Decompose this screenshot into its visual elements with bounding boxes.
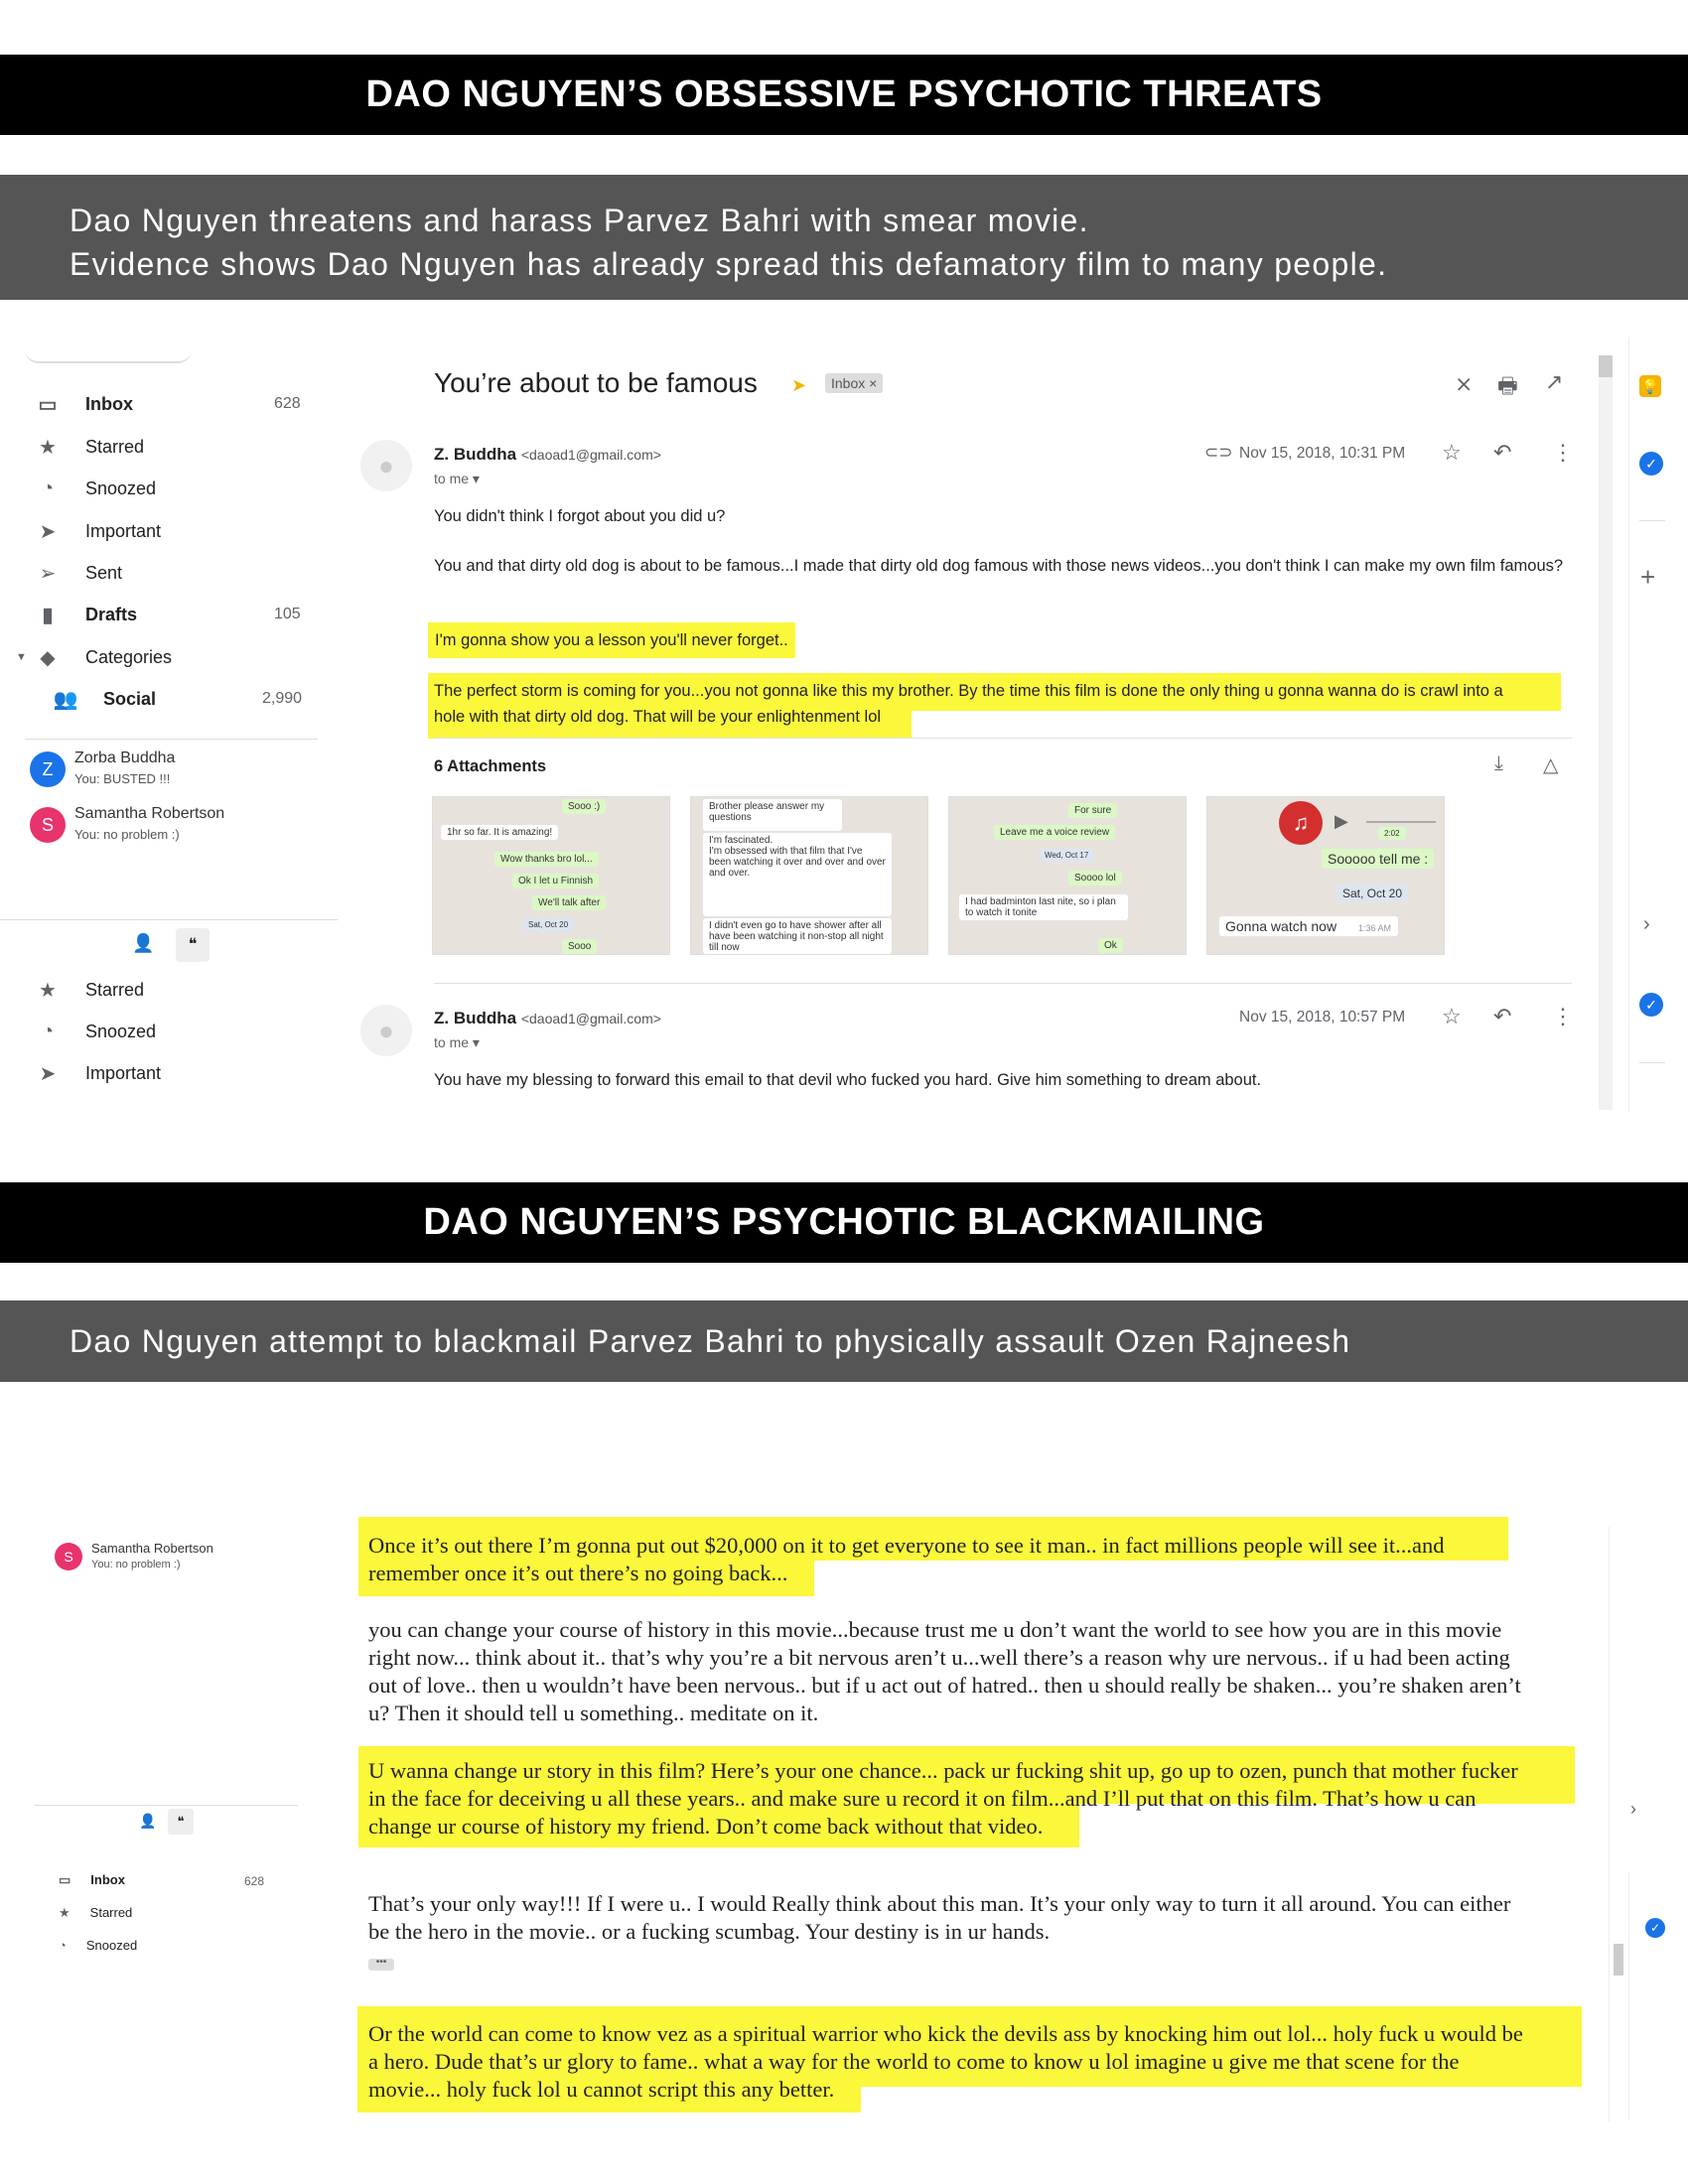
- divider: [35, 1805, 298, 1806]
- important-marker-icon[interactable]: ➤: [791, 375, 807, 395]
- star-icon: ★: [39, 979, 57, 1002]
- clock-icon: ◔: [41, 1020, 55, 1042]
- chat-bubble: Ok: [1098, 938, 1123, 953]
- email-date: Nov 15, 2018, 10:57 PM: [1239, 1009, 1406, 1025]
- divider: [25, 739, 318, 740]
- avatar: ●: [360, 1005, 412, 1056]
- sidebar-item-important[interactable]: ➤ Important: [36, 1058, 161, 1088]
- chat-bubble: Soooo lol: [1068, 871, 1122, 886]
- save-to-drive-icon[interactable]: △: [1543, 754, 1559, 776]
- tasks-icon[interactable]: ✓: [1645, 1918, 1665, 1938]
- person-icon[interactable]: 👤: [132, 933, 155, 953]
- date-chip: Sat, Oct 20: [1336, 885, 1408, 902]
- email-body-line: You have my blessing to forward this email to that devil who fucked you hard. Give him something to dream about.: [434, 1071, 1262, 1089]
- email-body-line: You and that dirty old dog is about to be famous...I made that dirty old dog famous with those news videos...you don't think I can make my own film famous?: [434, 557, 1564, 575]
- attachment-icon: ⊂⊃: [1204, 443, 1233, 462]
- divider: [1639, 520, 1665, 521]
- section1-banner: DAO NGUYEN’S OBSESSIVE PSYCHOTIC THREATS: [0, 55, 1688, 135]
- more-icon[interactable]: ⋮: [1552, 1004, 1574, 1028]
- chat-bubble: 1hr so far. It is amazing!: [441, 825, 558, 840]
- chat-bubble: I had badminton last nite, so i plan to watch it tonite: [959, 894, 1128, 920]
- right-panel-divider: [1609, 1527, 1610, 2122]
- chat-item[interactable]: [30, 751, 328, 795]
- person-icon[interactable]: 👤: [139, 1813, 157, 1829]
- date-chip: Sat, Oct 20: [522, 918, 574, 931]
- sidebar-item-snoozed[interactable]: ◔ Snoozed: [36, 1017, 156, 1046]
- sender[interactable]: Z. Buddha <daoad1@gmail.com>: [434, 1009, 661, 1027]
- message-line: change ur course of history my friend. Don’t come back without that video.: [368, 1814, 1044, 1839]
- message-line: u? Then it should tell u something.. meditate on it.: [368, 1701, 819, 1725]
- chat-bubble: For sure: [1068, 803, 1117, 818]
- reply-icon[interactable]: ↶: [1493, 440, 1512, 465]
- sidebar-item-snoozed[interactable]: ◔ Snoozed: [36, 474, 156, 503]
- chat-bubble: Ok I let u Finnish: [512, 874, 599, 888]
- message-line: in the face for deceiving u all these years.. and make sure u record it on film...and I’ll put that on this film. That’s how u can: [368, 1786, 1477, 1811]
- inbox-label-chip[interactable]: Inbox ×: [825, 373, 883, 393]
- email-subject: You’re about to be famous: [434, 367, 758, 398]
- scrollbar[interactable]: [1599, 355, 1613, 1110]
- star-icon: ★: [59, 1905, 70, 1920]
- play-icon: ▶: [1335, 811, 1348, 831]
- add-icon[interactable]: +: [1640, 562, 1656, 592]
- chat-bubble: I didn't even go to have shower after all have been watching it non-stop all night till now: [703, 918, 892, 954]
- star-icon: ★: [39, 436, 57, 459]
- clock-icon: ◔: [59, 1938, 67, 1953]
- message-line: movie... holy fuck lol u cannot script this any better.: [368, 2077, 835, 2102]
- right-panel-divider: [1628, 338, 1629, 1112]
- attachment-thumbnail[interactable]: [1206, 796, 1445, 955]
- send-icon: ➢: [39, 562, 57, 585]
- chat-snippet: You: no problem :): [74, 827, 180, 842]
- avatar: S: [30, 807, 66, 843]
- compose-button-edge[interactable]: [25, 336, 192, 363]
- date-chip: Wed, Oct 17: [1039, 849, 1094, 862]
- chat-bubble: Wow thanks bro lol...: [494, 852, 599, 867]
- draft-icon: ▮: [42, 604, 54, 626]
- inbox-icon: ▭: [59, 1872, 71, 1887]
- chat-name[interactable]: Samantha Robertson: [91, 1541, 213, 1556]
- inbox-icon: ▭: [38, 393, 58, 416]
- email-date: Nov 15, 2018, 10:31 PM: [1239, 445, 1406, 462]
- print-icon[interactable]: 🖶: [1497, 373, 1518, 398]
- right-panel-divider: [1628, 1872, 1629, 2120]
- scrollbar-thumb[interactable]: [1599, 355, 1613, 377]
- hangouts-icon[interactable]: ❝: [168, 1809, 194, 1835]
- sidebar-item-starred[interactable]: ★ Starred: [36, 432, 144, 462]
- sidebar-item-inbox[interactable]: ▭ Inbox 628: [36, 389, 133, 419]
- chat-bubble: Sooooo tell me :: [1322, 849, 1434, 869]
- message-line: That’s your only way!!! If I were u.. I would Really think about this man. It’s your only way to turn it all around. You can either: [368, 1891, 1511, 1916]
- recipient-dropdown[interactable]: to me ▾: [434, 471, 480, 486]
- download-all-icon[interactable]: ⤓: [1494, 752, 1503, 774]
- people-icon: 👥: [53, 688, 78, 711]
- audio-progress: [1366, 821, 1436, 823]
- audio-duration: 2:02: [1378, 827, 1406, 840]
- open-new-window-icon[interactable]: ↗: [1545, 369, 1564, 394]
- divider: [434, 983, 1572, 984]
- chevron-right-icon[interactable]: ›: [1643, 913, 1650, 935]
- message-line: Or the world can come to know vez as a spiritual warrior who kick the devils ass by knocking him out lol... holy fuck u would be: [368, 2021, 1523, 2046]
- section1-subtitle: Dao Nguyen threatens and harass Parvez Bahri with smear movie. Evidence shows Dao Nguyen has already spread this defamatory film to many people.: [0, 175, 1688, 300]
- chat-bubble: Gonna watch now 1:36 AM: [1219, 916, 1398, 936]
- avatar: S: [55, 1543, 82, 1570]
- email-body-line: You didn't think I forgot about you did u?: [434, 507, 726, 525]
- divider: [0, 919, 338, 920]
- message-line: remember once it’s out there’s no going back...: [368, 1561, 788, 1585]
- message-line: be the hero in the movie.. or a fucking scumbag. Your destiny is in ur hands.: [368, 1919, 1051, 1944]
- sidebar-item-social[interactable]: 👥 Social 2,990: [53, 688, 303, 711]
- tasks-icon[interactable]: ✓: [1639, 993, 1663, 1017]
- message-line: a hero. Dude that’s ur glory to fame.. what a way for the world to come to know u lol imagine u give me that scene for the: [368, 2049, 1460, 2074]
- hangouts-icon[interactable]: ❝: [176, 928, 210, 962]
- avatar: Z: [30, 751, 66, 787]
- scrollbar-thumb[interactable]: [1614, 1944, 1623, 1976]
- message-line: Once it’s out there I’m gonna put out $20,000 on it to get everyone to see it man.. in fact millions people will see it...and: [368, 1533, 1445, 1558]
- message-line: out of love.. then u wouldn’t have been nervous.. but if u act out of hatred.. then u should really be shaken... you’re shaken aren’t: [368, 1673, 1521, 1698]
- sidebar-item-categories[interactable]: ▼ ◆ Categories: [16, 646, 173, 669]
- chat-name: Zorba Buddha: [74, 750, 176, 766]
- collapse-icon[interactable]: ⨯: [1455, 371, 1474, 396]
- attachment-thumbnail[interactable]: [432, 796, 670, 955]
- attachments-label: 6 Attachments: [434, 757, 547, 775]
- avatar: ●: [360, 440, 412, 491]
- inbox-count: 628: [244, 1874, 265, 1888]
- keep-icon[interactable]: 💡: [1639, 375, 1661, 397]
- divider: [434, 738, 1572, 739]
- chat-bubble: Sooo :): [562, 799, 606, 814]
- message-line: you can change your course of history in this movie...because trust me u don’t want the world to see how you are in this movie: [368, 1617, 1502, 1642]
- message-line: U wanna change ur story in this film? Here’s your one chance... pack ur fucking shit up, go up to ozen, punch that mother fucker: [368, 1758, 1518, 1783]
- label-icon: ◆: [40, 646, 56, 669]
- sidebar-item-starred[interactable]: ★ Starred: [36, 975, 144, 1005]
- chat-snippet: You: BUSTED !!!: [74, 771, 171, 786]
- tasks-icon[interactable]: ✓: [1639, 452, 1663, 476]
- attachment-thumbnail[interactable]: [948, 796, 1187, 955]
- sender[interactable]: Z. Buddha <daoad1@gmail.com>: [434, 445, 661, 464]
- email-body-highlight: I'm gonna show you a lesson you'll never forget..: [428, 622, 795, 658]
- attachment-thumbnail[interactable]: [690, 796, 928, 955]
- section2-subtitle: Dao Nguyen attempt to blackmail Parvez Bahri to physically assault Ozen Rajneesh: [0, 1300, 1688, 1382]
- clock-icon: ◔: [41, 477, 55, 499]
- section2-banner: DAO NGUYEN’S PSYCHOTIC BLACKMAILING: [0, 1182, 1688, 1263]
- more-icon[interactable]: ⋮: [1552, 440, 1574, 465]
- sidebar-item-starred[interactable]: ★ Starred: [59, 1905, 133, 1920]
- email-body-highlight: hole with that dirty old dog. That will be your enlightenment lol: [434, 708, 882, 726]
- chat-bubble: I'm fascinated. I'm obsessed with that film that I've been watching it over and over and over and over.: [703, 833, 892, 916]
- show-trimmed-content-button[interactable]: •••: [368, 1959, 394, 1971]
- important-icon: ➤: [39, 1062, 57, 1085]
- recipient-dropdown[interactable]: to me ▾: [434, 1034, 480, 1050]
- chevron-right-icon[interactable]: ›: [1630, 1799, 1636, 1819]
- chat-item[interactable]: [30, 807, 328, 851]
- sidebar-item-sent[interactable]: ➢ Sent: [36, 558, 122, 588]
- chat-bubble: Brother please answer my questions: [703, 799, 842, 831]
- chat-bubble: Leave me a voice review: [994, 825, 1115, 840]
- reply-icon[interactable]: ↶: [1493, 1004, 1512, 1028]
- email-body-highlight: The perfect storm is coming for you...you not gonna like this my brother. By the time this film is done the only thing u gonna wanna do is crawl into a: [434, 682, 1503, 700]
- star-icon[interactable]: ☆: [1442, 440, 1462, 465]
- important-icon: ➤: [39, 520, 57, 543]
- chat-snippet: You: no problem :): [91, 1559, 181, 1570]
- sidebar-item-drafts[interactable]: ▮ Drafts 105: [36, 600, 137, 629]
- message-line: right now... think about it.. that’s why you’re a bit nervous aren’t u...well there’s a reason why ure nervous.. if u had been acting: [368, 1645, 1510, 1670]
- chat-name: Samantha Robertson: [74, 805, 225, 822]
- chat-bubble: Sooo: [562, 939, 597, 954]
- star-icon[interactable]: ☆: [1442, 1004, 1462, 1028]
- chat-bubble: We'll talk after: [532, 895, 606, 910]
- sidebar-item-inbox[interactable]: ▭ Inbox: [59, 1872, 125, 1887]
- music-icon: ♫: [1279, 801, 1323, 845]
- sidebar-item-important[interactable]: ➤ Important: [36, 516, 161, 546]
- sidebar-item-snoozed[interactable]: ◔ Snoozed: [59, 1938, 138, 1953]
- divider: [1639, 1062, 1665, 1063]
- expand-arrow-icon: ▼: [16, 651, 27, 663]
